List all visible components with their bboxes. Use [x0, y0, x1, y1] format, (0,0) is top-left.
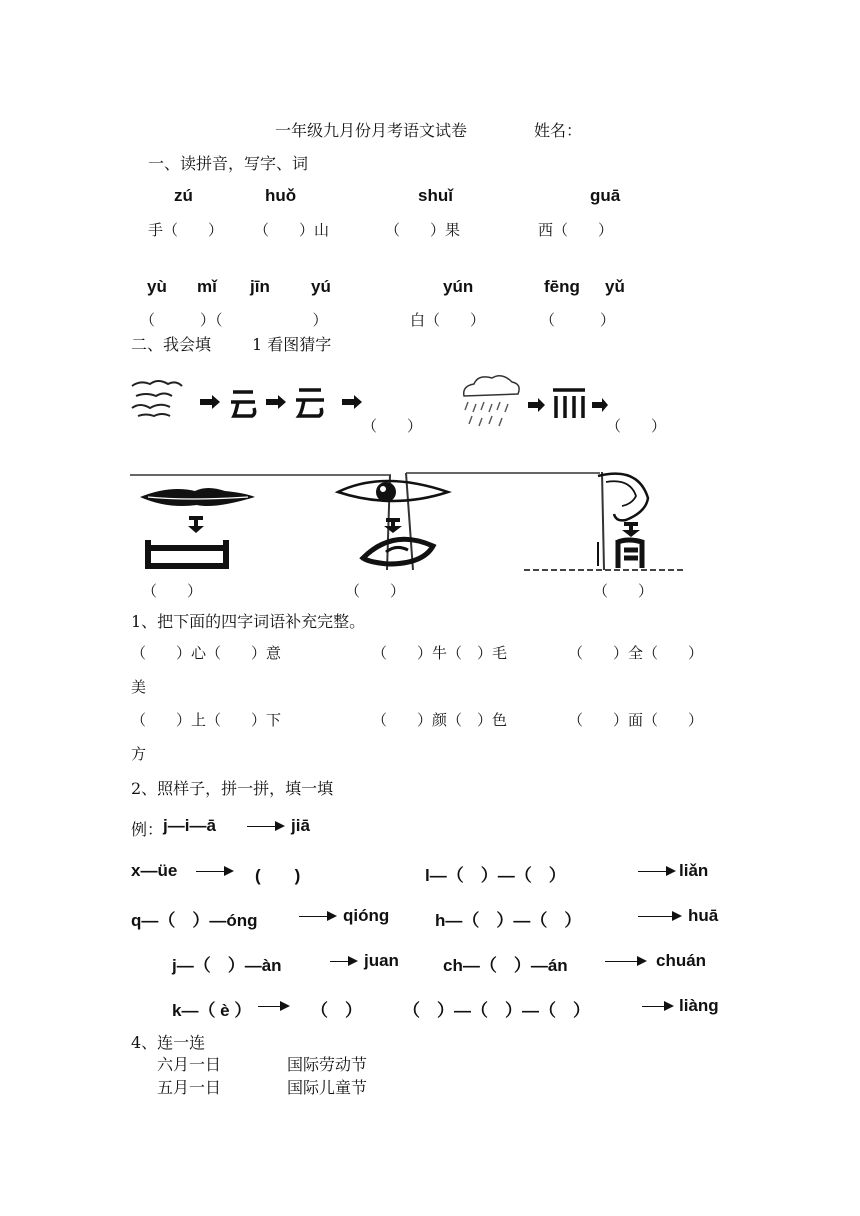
blank-rain[interactable]: （ ）: [606, 417, 667, 435]
match-left-2[interactable]: 五月一日: [157, 1078, 222, 1097]
mouth-eye-ear-picture: [128, 470, 688, 574]
combine-2a-arrow: [299, 916, 335, 917]
blank-mouth[interactable]: （ ）: [142, 582, 203, 600]
pinyin-gua: guā: [590, 186, 621, 205]
combine-3a-left[interactable]: j—（ ）—àn: [172, 956, 282, 975]
blank-fengyu[interactable]: （ ）: [540, 311, 616, 329]
pinyin-yun: yún: [443, 277, 474, 296]
pinyin-mi: mǐ: [197, 277, 217, 296]
rain-evolution-picture: [458, 374, 608, 430]
page-title: 一年级九月份月考语文试卷: [275, 121, 468, 140]
blank-guo[interactable]: （ ）果: [385, 221, 461, 239]
section2-title: 二、我会填: [131, 335, 212, 354]
match-left-1[interactable]: 六月一日: [157, 1055, 222, 1074]
idioms-title: 1、把下面的四字词语补充完整。: [131, 612, 366, 631]
combine-2a-right: qióng: [343, 906, 390, 925]
pinyin-jin: jīn: [250, 277, 270, 296]
pinyin-shui: shuǐ: [418, 186, 453, 205]
match-title: 4、连一连: [131, 1033, 206, 1052]
idiom-5[interactable]: （ ）颜（ ）色: [372, 711, 508, 729]
combine-4a-right[interactable]: （ ）: [311, 1001, 362, 1020]
pinyin-huo: huǒ: [265, 186, 297, 205]
combine-3b-arrow: [605, 961, 645, 962]
pinyin-zu: zú: [174, 186, 193, 205]
combine-2a-left[interactable]: q—（ ）—óng: [131, 911, 258, 930]
name-label: 姓名：: [534, 121, 583, 140]
blank-baiyun[interactable]: 白（ ）: [410, 311, 486, 329]
blank-ear[interactable]: （ ）: [593, 582, 654, 600]
idiom-3-wrap: 美: [131, 678, 147, 696]
combine-2b-left[interactable]: h—（ ）—（ ）: [435, 911, 582, 930]
combine-3a-arrow: [330, 961, 356, 962]
pinyin-yu3: yǔ: [605, 277, 625, 296]
idiom-2[interactable]: （ ）牛（ ）毛: [372, 644, 508, 662]
combine-3b-right: chuán: [656, 951, 707, 970]
combine-4a-arrow: [258, 1006, 288, 1007]
idiom-6-wrap: 方: [131, 745, 147, 763]
example-result: jiā: [291, 816, 310, 835]
blank-xi[interactable]: 西（ ）: [538, 221, 614, 239]
blank-yumi-jinyu[interactable]: （ ）（ ）: [140, 311, 328, 329]
section2-subtitle: 1 看图猜字: [252, 335, 332, 354]
example-arrow: [247, 826, 283, 827]
combine-2b-right: huā: [688, 906, 719, 925]
idiom-3[interactable]: （ ）全（ ）: [568, 644, 704, 662]
combine-4b-left[interactable]: （ ）—（ ）—（ ）: [403, 1001, 590, 1020]
idiom-6[interactable]: （ ）面（ ）: [568, 711, 704, 729]
pinyin-yu2: yú: [311, 277, 331, 296]
blank-shan[interactable]: （ ）山: [254, 221, 330, 239]
pinyin-yu4: yù: [147, 277, 167, 296]
combine-4b-arrow: [642, 1006, 672, 1007]
combine-1b-arrow: [638, 871, 674, 872]
example-label: 例：: [131, 820, 164, 839]
example-parts: j—i—ā: [163, 816, 216, 835]
match-right-1[interactable]: 国际劳动节: [287, 1055, 368, 1074]
combine-1b-left[interactable]: l—（ ）—（ ）: [425, 866, 566, 885]
combine-title: 2、照样子，拼一拼，填一填: [131, 779, 334, 798]
combine-4a-left[interactable]: k—（ è ）: [172, 1001, 252, 1020]
section1-title: 一、读拼音，写字、词: [148, 154, 309, 173]
cloud-evolution-picture: [128, 378, 373, 426]
combine-1b-right: liǎn: [679, 861, 709, 880]
blank-cloud[interactable]: （ ）: [362, 417, 423, 435]
combine-3b-left[interactable]: ch—（ ）—án: [443, 956, 568, 975]
match-right-2[interactable]: 国际儿童节: [287, 1078, 368, 1097]
idiom-1[interactable]: （ ）心（ ）意: [131, 644, 282, 662]
combine-4b-right: liàng: [679, 996, 719, 1015]
combine-1a-left: x—üe: [131, 861, 178, 880]
combine-2b-arrow: [638, 916, 680, 917]
combine-1a-arrow: [196, 871, 232, 872]
blank-eye[interactable]: （ ）: [345, 582, 406, 600]
combine-3a-right: juan: [364, 951, 399, 970]
pinyin-feng: fēng: [544, 277, 580, 296]
combine-1a-right[interactable]: ( ): [255, 866, 301, 885]
idiom-4[interactable]: （ ）上（ ）下: [131, 711, 282, 729]
blank-shou[interactable]: 手（ ）: [148, 221, 224, 239]
